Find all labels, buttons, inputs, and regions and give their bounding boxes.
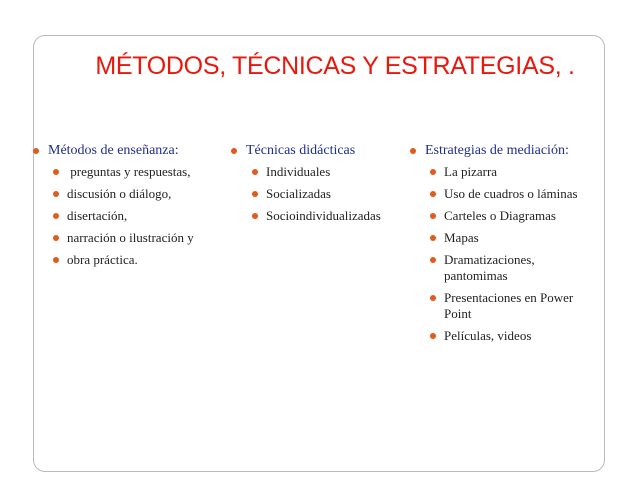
list-item-text: Mapas (444, 230, 479, 245)
column-heading-text: Técnicas didácticas (246, 143, 356, 158)
list-item-text: Presentaciones en Power Point (444, 290, 574, 321)
list-item (49, 164, 230, 180)
list-item (248, 186, 398, 202)
list-item-text: Socializadas (266, 186, 331, 201)
bullet-icon (33, 148, 39, 154)
list-item (426, 252, 591, 284)
list-item-text: Dramatizaciones, pantomimas (444, 252, 535, 283)
column-heading-text: Métodos de enseñanza: (48, 143, 179, 158)
list-item (49, 186, 230, 202)
bullet-icon (231, 148, 237, 154)
list-item (426, 186, 591, 202)
column-list (49, 164, 230, 268)
bullet-icon (430, 257, 436, 263)
list-item (426, 290, 591, 322)
list-item-text: La pizarra (444, 164, 498, 179)
list-item (49, 208, 230, 224)
list-item (248, 164, 398, 180)
bullet-icon (430, 235, 436, 241)
list-item (49, 230, 230, 246)
column-heading-text: Estrategias de mediación: (425, 143, 569, 158)
bullet-icon (430, 169, 436, 175)
column-metodos (30, 142, 230, 274)
list-item (248, 208, 398, 224)
column-heading (30, 142, 230, 160)
bullet-icon (410, 148, 416, 154)
list-item (426, 230, 591, 246)
list-item-text: Socioindividualizadas (266, 208, 381, 223)
list-item (426, 328, 591, 344)
bullet-icon (430, 333, 436, 339)
bullet-icon (53, 257, 59, 263)
bullet-icon (53, 213, 59, 219)
list-item-text: preguntas y respuestas, (67, 164, 191, 179)
list-item-text: discusión o diálogo, (67, 186, 172, 201)
list-item-text: disertación, (67, 208, 128, 223)
bullet-icon (252, 191, 258, 197)
bullet-icon (252, 169, 258, 175)
list-item-text: Uso de cuadros o láminas (444, 186, 578, 201)
list-item-text: Películas, videos (444, 328, 532, 343)
bullet-icon (53, 169, 59, 175)
list-item (426, 208, 591, 224)
column-heading (228, 142, 398, 160)
column-estrategias (407, 142, 607, 350)
list-item-text: narración o ilustración y (67, 230, 194, 245)
slide-title: MÉTODOS, TÉCNICAS Y ESTRATEGIAS, . (95, 52, 575, 80)
bullet-icon (430, 213, 436, 219)
column-list (426, 164, 591, 344)
bullet-icon (53, 191, 59, 197)
column-heading (407, 142, 607, 160)
list-item (49, 252, 230, 268)
list-item (426, 164, 591, 180)
bullet-icon (430, 295, 436, 301)
bullet-icon (252, 213, 258, 219)
list-item-text: Individuales (266, 164, 331, 179)
column-list (248, 164, 398, 224)
list-item-text: obra práctica. (67, 252, 138, 267)
list-item-text: Carteles o Diagramas (444, 208, 556, 223)
column-tecnicas (228, 142, 398, 230)
bullet-icon (53, 235, 59, 241)
bullet-icon (430, 191, 436, 197)
